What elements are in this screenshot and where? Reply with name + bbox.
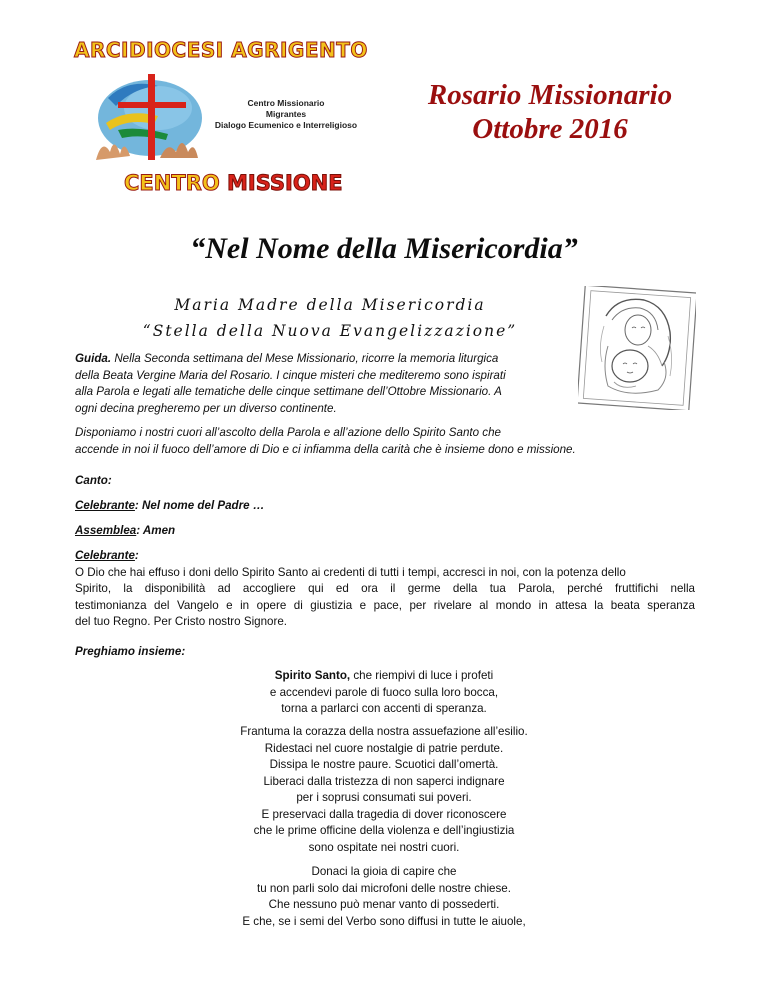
disponiamo-line: Disponiamo i nostri cuori all’ascolto della Parola e all’azione dello Spirito Santo che [75,426,501,439]
poem-line: E che, se i semi del Verbo sono diffusi in tutte le aiuole, [242,914,526,928]
guida-line: ogni decina pregheremo per un diverso continente. [75,401,337,415]
poem-bold-opening: Spirito Santo, [274,669,351,682]
poem-line: Ridestaci nel cuore nostalgie di patrie perdute. [264,741,504,755]
assemblea-text: : Amen [136,524,176,537]
logo-sub-line: Dialogo Ecumenico e Interreligioso [214,120,358,130]
poem-line: Dissipa le nostre paure. Scuotici dall’omertà. [269,758,499,771]
guida-line: della Beata Vergine Maria del Rosario. I cinque misteri che mediteremo sono ispirati [75,368,506,382]
prayer-line: del tuo Regno. Per Cristo nostro Signore. [75,615,288,628]
guida-paragraph [75,351,595,417]
celebrante-invocation [75,498,264,515]
poem-line: torna a parlarci con accenti di speranza. [281,702,487,715]
logo-bottom-text [124,171,343,195]
logo-subtitle [206,98,366,131]
celebrante-text: : Nel nome del Padre … [134,499,265,512]
guida-line: alla Parola e legati alle tematiche delle cinque settimane dell’Ottobre Missionario. A [75,385,502,398]
guida-label: Guida. [75,352,112,365]
subtitle-line-2: “Stella della Nuova Evangelizzazione” [142,322,518,340]
madonna-and-child-image [578,286,696,410]
poem-stanza-2 [0,724,768,856]
disponiamo-line: accende in noi il fuoco dell’amore di Dio e ci infiamma della carità che è insieme dono e missione. [75,442,576,456]
canto-label: Canto: [75,474,112,487]
celebrante-colon: : [134,549,139,562]
poem-line: che le prime officine della violenza e dell’ingiustizia [253,824,515,837]
celebrante-role: Celebrante [75,499,135,512]
guida-line: Nella Seconda settimana del Mese Missionario, ricorre la memoria liturgica [114,352,499,365]
logo-emblem-icon [88,68,208,168]
poem-stanza-1 [0,668,768,718]
celebrante-prayer [75,548,695,631]
header-line-1: Rosario Missionario [427,79,673,111]
logo-bottom-word-1: CENTRO [124,171,220,195]
logo-sub-line: Centro Missionario [247,98,325,108]
logo-bottom-word-2: MISSIONE [227,171,343,195]
poem-line: per i soprusi consumati sui poveri. [296,791,472,804]
poem-line: Donaci la gioia di capire che [311,865,457,878]
poem-line: E preservaci dalla tragedia di dover riconoscere [261,807,507,821]
document-header [400,78,700,146]
logo-top-text: ARCIDIOCESI AGRIGENTO [74,38,368,62]
diocese-logo [66,38,382,198]
prayer-line: O Dio che hai effuso i doni dello Spirito Santo ai credenti di tutti i tempi, accresci in noi, con la potenza dello [75,565,626,579]
logo-sub-line: Migrantes [265,109,307,119]
preghiamo-label: Preghiamo insieme: [75,645,186,658]
prayer-line: Spirito, la disponibilità ad accogliere qui ed ora il germe della tua Parola, perché fruttifichi nella [75,582,695,595]
poem-stanza-3 [0,864,768,930]
assemblea-role: Assemblea [75,524,137,537]
main-title: “Nel Nome della Misericordia” [190,232,578,265]
assemblea-response [75,523,175,540]
poem-line: Liberaci dalla tristezza di non saperci indignare [263,774,505,788]
poem-line: Frantuma la corazza della nostra assuefazione all’esilio. [240,725,528,738]
disponiamo-paragraph [75,425,695,458]
poem-line: sono ospitate nei nostri cuori. [308,840,460,854]
subtitle [140,292,520,344]
header-line-2: Ottobre 2016 [472,113,628,145]
prayer-line: testimonianza del Vangelo e in opere di giustizia e pace, per rivelare al mondo in attesa la beata speranza [75,598,695,612]
poem-line: e accendevi parole di fuoco sulla loro bocca, [269,685,499,699]
poem-line: tu non parli solo dai microfoni delle nostre chiese. [257,881,511,895]
celebrante-role: Celebrante [75,549,135,562]
poem-line: Che nessuno può menar vanto di possederti. [268,898,500,911]
poem-line: che riempivi di luce i profeti [350,669,494,682]
subtitle-line-1: Maria Madre della Misericordia [174,296,486,314]
